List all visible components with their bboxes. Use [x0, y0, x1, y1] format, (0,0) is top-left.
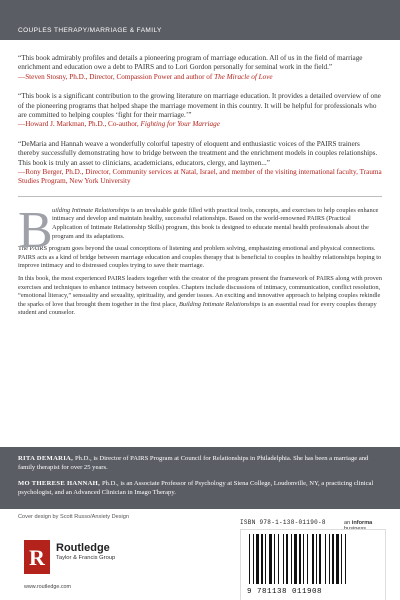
- book-title: Building Intimate Relationships: [178, 300, 261, 308]
- barcode-bar: [303, 534, 304, 584]
- author-bio-2: [18, 480, 382, 497]
- routledge-logo-icon: [24, 540, 50, 574]
- barcode-bar: [312, 534, 314, 584]
- description-text: [18, 201, 382, 318]
- isbn-digits: 9 781138 011908: [247, 588, 323, 596]
- barcode-bar: [265, 534, 266, 584]
- author-name: RITA DEMARIA,: [18, 455, 76, 462]
- book-title: uilding Intimate Relationships: [52, 206, 130, 214]
- barcode-bar: [261, 534, 263, 584]
- author-bio-band: [0, 447, 400, 509]
- author-degree: Ph.D.: [101, 480, 118, 487]
- attribution-text: —Howard J. Markman, Ph.D., Co-author,: [18, 120, 141, 129]
- book-description: [18, 201, 382, 318]
- back-cover-content: [18, 44, 382, 322]
- informa-brand: informa: [351, 520, 373, 526]
- logo-letter: R: [29, 545, 45, 570]
- attribution-text: —Rony Berger, Ph.D., Director, Community services at Natal, Israel, and member of the visiting international faculty, Trauma Studies Program, New York University: [18, 168, 382, 186]
- quote-attribution: [18, 73, 382, 82]
- paragraph-text: is an invaluable guide filled with practical tools, concepts, and exercises to help couples enhance intimacy and develop and maintain healthy, successful relationships. Based on the world-renowned PAIRS (Practical Application of Intimate Relationship Skills) program, this book is designed to educate mental health professionals about the program and its adaptations.: [52, 206, 379, 240]
- barcode-bar: [286, 534, 288, 584]
- attribution-text: —Steven Stosny, Ph.D., Director, Compassion Power and author of: [18, 72, 215, 81]
- quote-text: “This book admirably profiles and details a pioneering program of marriage education. All of us in the field of marriage enrichment and education owe a debt to PAIRS and to Lori Gordon personally for seminal work in the field.”: [18, 54, 363, 72]
- barcode-bar: [332, 534, 334, 584]
- author-bio-text: , is an Associate Professor of Psychology at Siena College, Loudonville, NY, a practicing clinical psychologist, and an Advanced Clinician in Imago Therapy.: [18, 480, 374, 496]
- barcode-bar: [336, 534, 339, 584]
- barcode-bar: [329, 534, 330, 584]
- author-degree: Ph.D.: [75, 455, 91, 462]
- attribution-book-title: The Miracle of Love: [214, 72, 273, 81]
- barcode-bar: [291, 534, 292, 584]
- barcode-bar: [274, 534, 275, 584]
- quote-text: “This book is a significant contribution to the growing literature on marriage education. It provides a detailed overview of one of the pioneering programs that helped shape the marriage movement in this country. It will be helpful for professionals who are committed to helping couples ‘fight for their marriage.’”: [18, 92, 381, 120]
- barcode-bar: [319, 534, 321, 584]
- informa-prefix: an: [344, 520, 352, 526]
- publisher-url: www.routledge.com: [24, 584, 72, 590]
- barcode-bar: [283, 534, 284, 584]
- publisher-block: [56, 542, 115, 561]
- isbn-label: ISBN 978-1-138-01190-8: [240, 519, 326, 526]
- barcode-bar: [256, 534, 259, 584]
- barcode-bar: [299, 534, 301, 584]
- barcode-bar: [316, 534, 317, 584]
- drop-cap: B: [18, 201, 53, 259]
- quote-text: “DeMaria and Hannah weave a wonderfully colorful tapestry of eloquent and enthusiastic voices of the PAIRS trainers thereby successfully demonstrating how to bridge between the treatment and the enrichment models in couples relationships. This book is truly an asset to clinicians, academicians, educators, clergy, and laymen...”: [18, 139, 378, 167]
- description-paragraph-2: The PAIRS program goes beyond the usual conceptions of listening and problem solving, emphasizing emotional and physical connections. PAIRS acts as a kind of bridge between marriage education and couples therapy that is beneficial to couples in healthy relationships hoping to improve intimacy and to distressed couples trying to save their marriage.: [18, 245, 382, 270]
- category-bar: [0, 0, 400, 40]
- quote-attribution: [18, 120, 382, 129]
- author-bio-text: , is Director of PAIRS Program at Council for Relationships in Philadelphia. She has been a marriage and family therapist for over 25 years.: [18, 455, 369, 471]
- divider: [18, 196, 382, 197]
- barcode-bar: [253, 534, 254, 584]
- description-paragraph-3: [18, 275, 382, 318]
- publisher-group: Taylor & Francis Group: [56, 555, 116, 561]
- author-bio-1: [18, 455, 382, 472]
- cover-design-credit: Cover design by Scott Russo/Anxiety Design: [18, 514, 129, 520]
- paragraph-text: In this book, the most experienced PAIRS leaders together with the creator of the program present the framework of PAIRS along with proven exercises and techniques to enhance intimacy between couples. Chapters include discussions of intimacy, communication, conflict resolution, “emotional literacy,” sensuality and sexuality, spirituality, and gender issues. An exciting and innovative approach to helping couples rekindle the sparks of love that brought them together in the first place,: [18, 275, 382, 308]
- quote-attribution: [18, 168, 382, 187]
- attribution-book-title: Fighting for Your Marriage: [140, 120, 220, 129]
- description-paragraph-1: [18, 207, 382, 241]
- endorsement-quote-2: [18, 92, 382, 130]
- barcode-bar: [249, 534, 250, 584]
- barcode-bar: [278, 534, 279, 584]
- barcode-bar: [307, 534, 308, 584]
- barcode-bar: [269, 534, 272, 584]
- barcode: [240, 529, 386, 600]
- logo-mark: [27, 544, 47, 570]
- category-label: COUPLES THERAPY/MARRIAGE & FAMILY: [18, 27, 162, 34]
- author-name: MO THERESE HANNAH,: [18, 480, 102, 487]
- barcode-bars-icon: [247, 534, 381, 586]
- paragraph-text: is an essential read for every couples therapy student and counselor.: [18, 300, 377, 317]
- publisher-name: Routledge: [56, 542, 110, 554]
- barcode-bar: [294, 534, 297, 584]
- endorsement-quote-1: [18, 54, 382, 82]
- endorsement-quote-3: [18, 140, 382, 187]
- barcode-bar: [325, 534, 326, 584]
- barcode-bar: [345, 534, 346, 584]
- barcode-bar: [341, 534, 342, 584]
